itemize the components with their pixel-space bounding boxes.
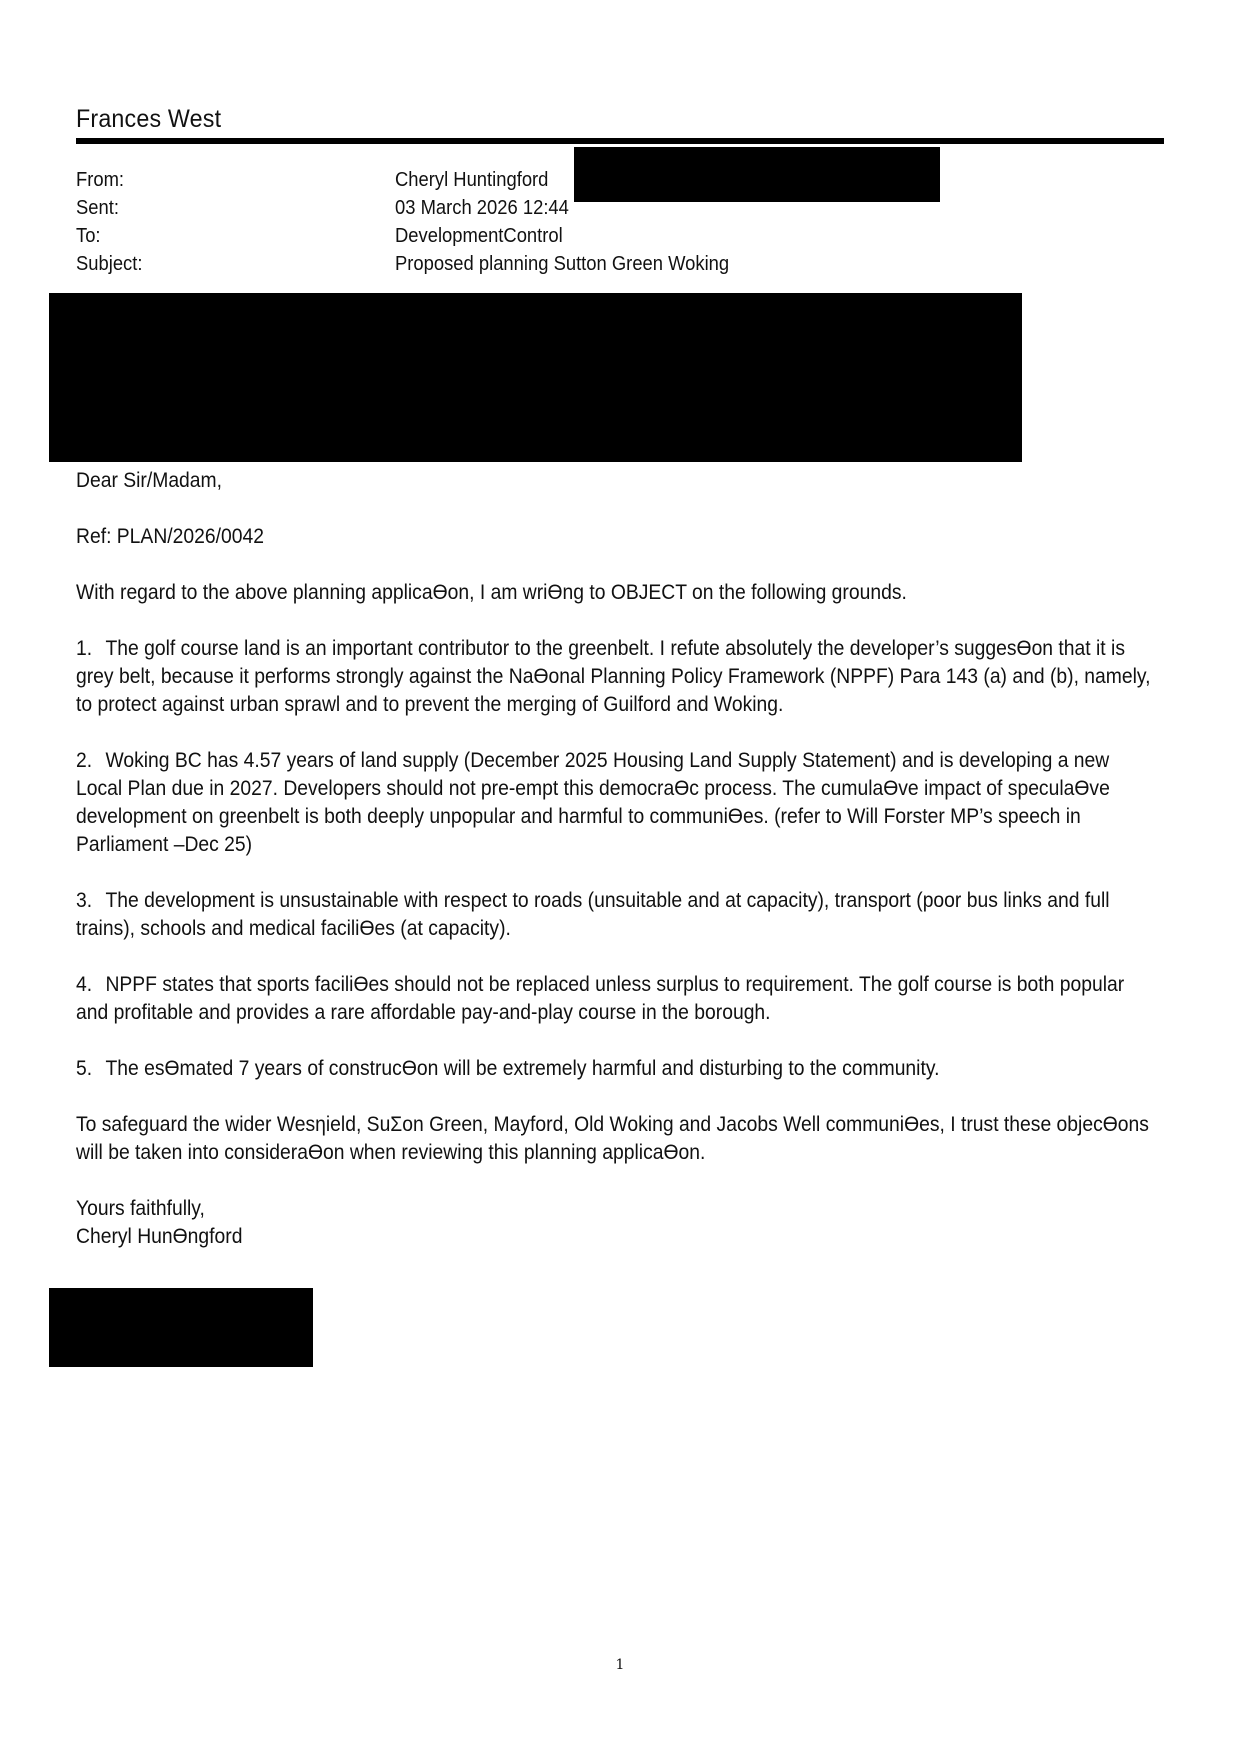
redaction-signature-contact: [49, 1288, 313, 1367]
to-label: To:: [76, 225, 101, 247]
salutation: Dear Sir/Madam,: [76, 469, 223, 492]
page-number: 1: [615, 1657, 625, 1673]
signature-name: Cheryl HunƟngford: [76, 1225, 243, 1248]
objection-point-4: 4. NPPF states that sports faciliƟes should not be replaced unless surplus to requirement. The golf course is both popular and profitable and provides a rare affordable pay-and-play course in the borough.: [76, 973, 1125, 1024]
objection-point-1: 1. The golf course land is an important contributor to the greenbelt. I refute absolutely the developer’s suggesƟon that it is grey belt, because it performs strongly against the NaƟonal Planning Policy Framework (NPPF) Para 143 (a) and (b), namely, to protect against urban sprawl and to prevent the merging of Guilford and Woking.: [76, 637, 1151, 716]
closing-paragraph: To safeguard the wider Wesƞield, SuƩon Green, Mayford, Old Woking and Jacobs Well communiƟes, I trust these objecƟons will be taken into consideraƟon when reviewing this planning applicaƟon.: [76, 1113, 1149, 1164]
sent-label: Sent:: [76, 197, 119, 219]
redaction-sender-email: [574, 147, 940, 202]
sign-off: Yours faithfully,: [76, 1197, 205, 1220]
subject-value: Proposed planning Sutton Green Woking: [395, 253, 730, 275]
objection-point-3: 3. The development is unsustainable with respect to roads (unsuitable and at capacity), transport (poor bus links and full trains), schools and medical faciliƟes (at capacity).: [76, 889, 1110, 940]
header-row-to: [76, 222, 1076, 250]
objection-point-2: 2. Woking BC has 4.57 years of land supply (December 2025 Housing Land Supply Statement) and is developing a new Local Plan due in 2027. Developers should not pre-empt this democraƟc process. The cumulaƟve impact of speculaƟve development on greenbelt is both deeply unpopular and harmful to communiƟes. (refer to Will Forster MP’s speech in Parliament –Dec 25): [76, 749, 1110, 856]
subject-label: Subject:: [76, 253, 143, 275]
intro-paragraph: With regard to the above planning applicaƟon, I am wriƟng to OBJECT on the following grounds.: [76, 581, 907, 604]
letter-body: [76, 467, 1166, 1251]
header-row-subject: [76, 250, 1076, 278]
sent-value: 03 March 2026 12:44: [395, 197, 569, 219]
to-value: DevelopmentControl: [395, 225, 563, 247]
mailbox-owner-name: Frances West: [76, 105, 222, 133]
reference-line: Ref: PLAN/2026/0042: [76, 525, 264, 548]
from-value: Cheryl Huntingford: [395, 169, 549, 191]
header-divider: [76, 138, 1164, 144]
objection-point-5: 5. The esƟmated 7 years of construcƟon will be extremely harmful and disturbing to the community.: [76, 1057, 940, 1080]
from-label: From:: [76, 169, 125, 191]
redaction-address-block: [49, 293, 1022, 462]
